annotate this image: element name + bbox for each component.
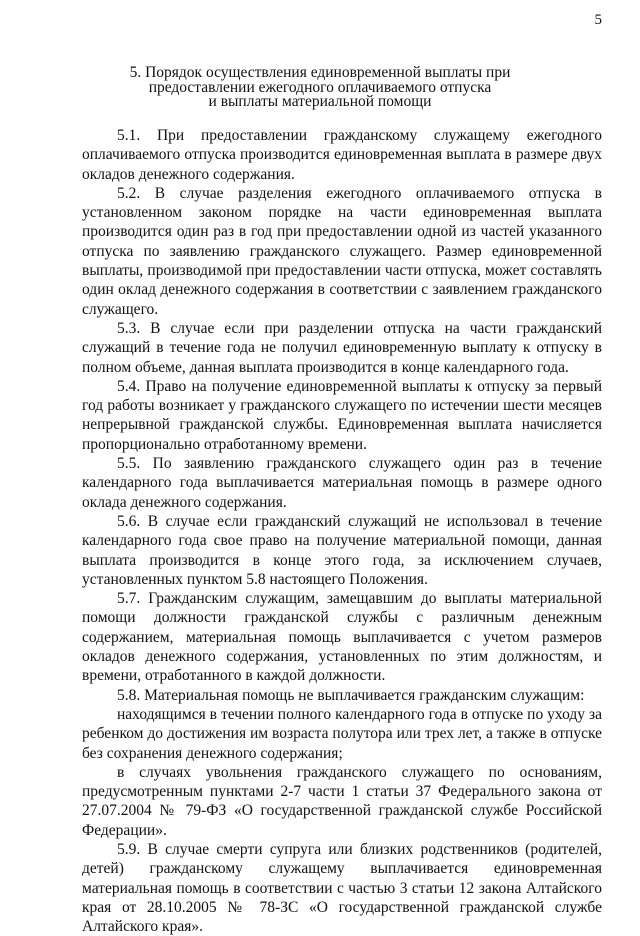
document-body <box>82 126 602 936</box>
page-number: 5 <box>594 12 602 28</box>
paragraph-5-9: 5.9. В случае смерти супруга или близких родственников (родителей, детей) гражданскому служащему выплачивается единовременная материальная помощь в соответствии с частью 3 статьи 12 закона Алтайского края от 28.10.2005 № 78-ЗС «О государственной гражданской службе Алтайского края». <box>82 840 602 936</box>
paragraph-5-6: 5.6. В случае если гражданский служащий не использовал в течение календарного года свое право на получение материальной помощи, данная выплата производится в конце этого года, за исключением случаев, установленных пунктом 5.8 настоящего Положения. <box>82 512 602 588</box>
paragraph-5-1: 5.1. При предоставлении гражданскому служащему ежегодного оплачиваемого отпуска производится единовременная выплата в размере двух окладов денежного содержания. <box>82 127 602 183</box>
paragraph-5-5: 5.5. По заявлению гражданского служащего один раз в течение календарного года выплачивается материальная помощь в размере одного оклада денежного содержания. <box>82 455 602 511</box>
section-title-line-3: и выплаты материальной помощи <box>208 93 432 110</box>
section-title <box>82 66 558 110</box>
paragraph-5-7: 5.7. Гражданским служащим, замещавшим до выплаты материальной помощи должности гражданской службы с различным денежным содержанием, материальная помощь выплачивается с учетом размеров окладов денежного содержания, установленных по этим должностям, и времени, отработанного в каждой должности. <box>82 590 602 685</box>
paragraph-5-2: 5.2. В случае разделения ежегодного оплачиваемого отпуска в установленном законом порядке на части единовременная выплата производится один раз в год при предоставлении одной из частей указанного отпуска по заявлению гражданского служащего. Размер единовременной выплаты, производимой при предоставлении части отпуска, может составлять один оклад денежного содержания в соответствии с заявлением гражданского служащего. <box>82 184 602 318</box>
paragraph-5-3: 5.3. В случае если при разделении отпуска на части гражданский служащий в течение года не получил единовременную выплату к отпуску в полном объеме, данная выплата производится в конце календарного года. <box>82 319 602 376</box>
paragraph-5-4: 5.4. Право на получение единовременной выплаты к отпуску за первый год работы возникает у гражданского служащего по истечении шести месяцев непрерывной гражданской службы. Единовременная выплата начисляется пропорционально отработанному времени. <box>82 377 602 453</box>
paragraph-5-8-item-2: в случаях увольнения гражданского служащего по основаниям, предусмотренным пунктами 2-7 части 1 статьи 37 Федерального закона от 27.07.2004 № 79-ФЗ «О государственной гражданской службе Российской Федерации». <box>82 763 602 839</box>
paragraph-5-8-item-1: находящимся в течении полного календарного года в отпуске по уходу за ребенком до достижения им возраста полутора или трех лет, а также в отпуске без сохранения денежного содержания; <box>82 705 602 762</box>
section-title-line-2: предоставлении ежегодного оплачиваемого отпуска <box>148 78 492 96</box>
paragraph-5-8: 5.8. Материальная помощь не выплачивается гражданским служащим: <box>117 686 585 704</box>
section-title-line-1: 5. Порядок осуществления единовременной выплаты при <box>129 64 511 81</box>
